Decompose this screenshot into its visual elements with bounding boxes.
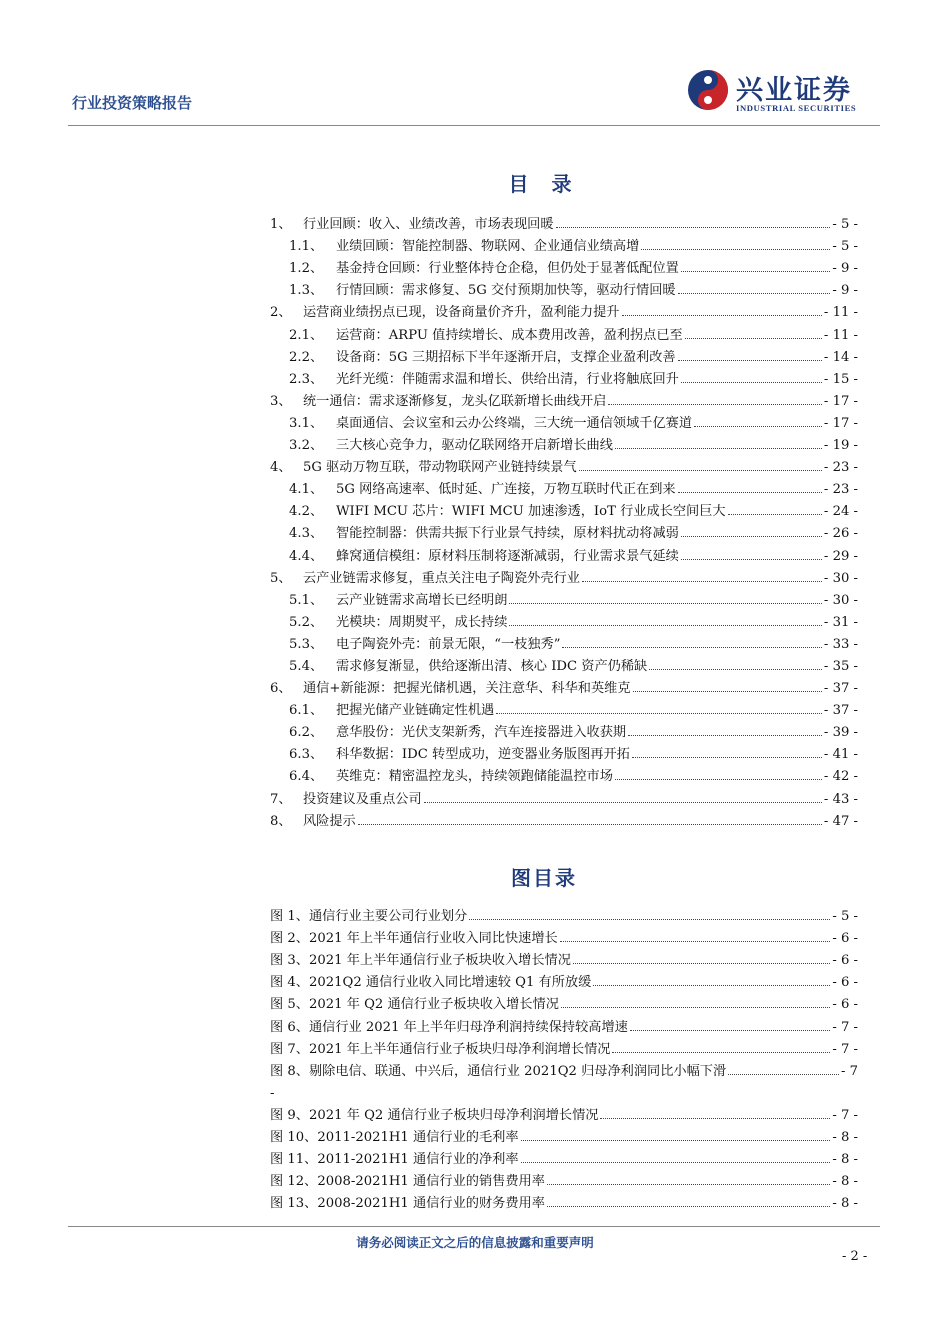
entry-page: - 37 -	[823, 703, 858, 719]
entry-title: 图 6、通信行业 2021 年上半年归母净利润持续保持较高增速	[270, 1019, 628, 1035]
entry-page: - 8 -	[832, 1196, 858, 1212]
dot-leader	[641, 248, 830, 250]
toc-entry[interactable]	[270, 320, 858, 342]
entry-page: - 43 -	[823, 791, 858, 807]
dot-leader	[579, 469, 822, 471]
entry-page: - 11 -	[823, 327, 858, 343]
entry-page: - 6 -	[832, 953, 858, 969]
figure-entry-wrap: -	[270, 1085, 275, 1101]
entry-title: 需求修复渐显，供给逐渐出清、核心 IDC 资产仍稀缺	[336, 658, 648, 674]
entry-title: 光模块：周期熨平，成长持续	[336, 614, 508, 630]
entry-number: 1.3、	[289, 283, 324, 299]
dot-leader	[573, 962, 830, 964]
toc-entry[interactable]	[270, 409, 858, 431]
header-divider	[68, 125, 880, 126]
figure-entry[interactable]	[270, 1145, 858, 1167]
dot-leader	[496, 712, 822, 714]
toc-entry[interactable]	[270, 453, 858, 475]
entry-title: 图 4、2021Q2 通信行业收入同比增速较 Q1 有所放缓	[270, 975, 592, 991]
entry-number: 4.4、	[289, 548, 324, 564]
toc-entry[interactable]	[270, 674, 858, 696]
entry-title: 图 9、2021 年 Q2 通信行业子板块归母净利润增长情况	[270, 1107, 599, 1123]
entry-page: - 7 -	[832, 1041, 858, 1057]
entry-title: 5G 驱动万物互联，带动物联网产业链持续景气	[303, 460, 577, 476]
dot-leader	[633, 690, 822, 692]
dot-leader	[681, 381, 822, 383]
toc-entry[interactable]	[270, 784, 858, 806]
figure-entry[interactable]	[270, 1189, 858, 1211]
entry-number: 2、	[270, 305, 292, 321]
entry-page: - 37 -	[823, 681, 858, 697]
entry-title: 设备商：5G 三期招标下半年逐渐开启，支撑企业盈利改善	[336, 349, 676, 365]
entry-number: 1.2、	[289, 261, 324, 277]
entry-number: 6.1、	[289, 703, 324, 719]
entry-number: 7、	[270, 791, 292, 807]
dot-leader	[358, 823, 822, 825]
dot-leader	[469, 918, 830, 920]
dot-leader	[681, 270, 830, 272]
entry-page: - 6 -	[832, 997, 858, 1013]
entry-title: 图 5、2021 年 Q2 通信行业子板块收入增长情况	[270, 997, 559, 1013]
entry-page: - 24 -	[823, 504, 858, 520]
toc-entry[interactable]	[270, 210, 858, 232]
entry-number: 5、	[270, 570, 292, 586]
entry-number: 2.2、	[289, 349, 324, 365]
entry-number: 5.4、	[289, 658, 324, 674]
dot-leader	[593, 984, 830, 986]
figure-list-title: 图目录	[511, 866, 577, 890]
entry-page: - 47 -	[823, 813, 858, 829]
toc-entry[interactable]	[270, 497, 858, 519]
dot-leader	[612, 1051, 830, 1053]
entry-title: 云产业链需求高增长已经明朗	[336, 592, 508, 608]
entry-number: 5.2、	[289, 614, 324, 630]
entry-title: 图 11、2011-2021H1 通信行业的净利率	[270, 1152, 519, 1168]
dot-leader	[560, 940, 831, 942]
figure-entry[interactable]	[270, 1123, 858, 1145]
entry-page: - 31 -	[823, 614, 858, 630]
toc-entry[interactable]	[270, 807, 858, 829]
toc-title: 目 录	[508, 172, 580, 196]
entry-title: 图 13、2008-2021H1 通信行业的财务费用率	[270, 1196, 545, 1212]
entry-number: 4、	[270, 460, 292, 476]
entry-title: 运营商：ARPU 值持续增长、成本费用改善，盈利拐点已至	[336, 327, 683, 343]
entry-page: - 29 -	[823, 548, 858, 564]
toc-entry[interactable]	[270, 718, 858, 740]
entry-title: 图 7、2021 年上半年通信行业子板块归母净利润增长情况	[270, 1041, 611, 1057]
entry-page: - 35 -	[823, 658, 858, 674]
figure-entry[interactable]	[270, 968, 858, 990]
entry-title: 投资建议及重点公司	[303, 791, 422, 807]
entry-number: 3、	[270, 393, 292, 409]
entry-number: 3.2、	[289, 438, 324, 454]
dot-leader	[521, 1139, 831, 1141]
entry-title: 统一通信：需求逐渐修复，龙头亿联新增长曲线开启	[303, 393, 607, 409]
entry-number: 6、	[270, 681, 292, 697]
dot-leader	[622, 314, 822, 316]
dot-leader	[608, 403, 822, 405]
entry-page: - 26 -	[823, 526, 858, 542]
dot-leader	[685, 337, 822, 339]
entry-title: 风险提示	[303, 813, 356, 829]
dot-leader	[728, 513, 822, 515]
entry-title: 智能控制器：供需共振下行业景气持续，原材料扰动将减弱	[336, 526, 679, 542]
logo-text-cn: 兴业证券	[736, 75, 852, 106]
dot-leader	[678, 491, 822, 493]
dot-leader	[424, 801, 822, 803]
entry-number: 1.1、	[289, 239, 324, 255]
entry-page: - 17 -	[823, 393, 858, 409]
toc-entry[interactable]	[270, 608, 858, 630]
toc-list	[270, 210, 858, 829]
entry-page: - 9 -	[832, 261, 858, 277]
dot-leader	[547, 1183, 830, 1185]
toc-entry[interactable]	[270, 343, 858, 365]
entry-page: - 8 -	[832, 1152, 858, 1168]
entry-title: 图 3、2021 年上半年通信行业子板块收入增长情况	[270, 953, 571, 969]
dot-leader	[600, 1117, 830, 1119]
dot-leader	[562, 646, 821, 648]
disclaimer-note: 请务必阅读正文之后的信息披露和重要声明	[356, 1235, 594, 1250]
entry-page: - 17 -	[823, 415, 858, 431]
toc-entry[interactable]	[270, 431, 858, 453]
entry-page: - 6 -	[832, 975, 858, 991]
entry-title: 电子陶瓷外壳：前景无限，“一枝独秀”	[336, 636, 561, 652]
dot-leader	[649, 668, 822, 670]
entry-page: - 5 -	[832, 217, 858, 233]
report-type-label: 行业投资策略报告	[72, 94, 193, 112]
toc-entry[interactable]	[270, 762, 858, 784]
entry-page: - 39 -	[823, 725, 858, 741]
dot-leader	[521, 1161, 831, 1163]
toc-entry[interactable]	[270, 630, 858, 652]
entry-number: 5.1、	[289, 592, 324, 608]
entry-page: - 42 -	[823, 769, 858, 785]
toc-entry[interactable]	[270, 519, 858, 541]
entry-title: 图 10、2011-2021H1 通信行业的毛利率	[270, 1130, 519, 1146]
dot-leader	[547, 1205, 830, 1207]
toc-entry[interactable]	[270, 586, 858, 608]
dot-leader	[615, 778, 822, 780]
dot-leader	[678, 292, 831, 294]
dot-leader	[632, 756, 822, 758]
entry-title: 云产业链需求修复，重点关注电子陶瓷外壳行业	[303, 570, 580, 586]
toc-entry[interactable]	[270, 652, 858, 674]
dot-leader	[615, 447, 822, 449]
entry-title: 5G 网络高速率、低时延、广连接，万物互联时代正在到来	[336, 482, 676, 498]
entry-page: - 5 -	[832, 909, 858, 925]
entry-page: - 6 -	[832, 931, 858, 947]
entry-title: 通信+新能源：把握光储机遇，关注意华、科华和英维克	[303, 681, 631, 697]
entry-title: 意华股份：光伏支架新秀，汽车连接器进入收获期	[336, 725, 627, 741]
figure-entry[interactable]	[270, 924, 858, 946]
entry-title: 把握光储产业链确定性机遇	[336, 703, 495, 719]
entry-page: - 7 -	[832, 1107, 858, 1123]
entry-page: - 8 -	[832, 1130, 858, 1146]
dot-leader	[678, 359, 822, 361]
toc-entry[interactable]	[270, 232, 858, 254]
toc-entry[interactable]	[270, 475, 858, 497]
entry-title: WIFI MCU 芯片：WIFI MCU 加速渗透，IoT 行业成长空间巨大	[336, 504, 726, 520]
dot-leader	[509, 624, 821, 626]
toc-entry[interactable]	[270, 365, 858, 387]
dot-leader	[561, 1006, 830, 1008]
toc-entry[interactable]	[270, 541, 858, 563]
figure-entry[interactable]	[270, 990, 858, 1012]
entry-title: 光纤光缆：伴随需求温和增长、供给出清，行业将触底回升	[336, 371, 679, 387]
entry-title: 运营商业绩拐点已现，设备商量价齐升，盈利能力提升	[303, 305, 620, 321]
toc-entry[interactable]	[270, 564, 858, 586]
dot-leader	[582, 580, 822, 582]
figure-entry[interactable]	[270, 1101, 858, 1123]
entry-title: 图 12、2008-2021H1 通信行业的销售费用率	[270, 1174, 545, 1190]
entry-title: 图 1、通信行业主要公司行业划分	[270, 909, 468, 925]
entry-title: 业绩回顾：智能控制器、物联网、企业通信业绩高增	[336, 239, 640, 255]
entry-number: 4.3、	[289, 526, 324, 542]
figure-entry[interactable]	[270, 1012, 858, 1034]
dot-leader	[728, 1073, 839, 1075]
toc-entry[interactable]	[270, 387, 858, 409]
footer-divider	[68, 1226, 880, 1227]
entry-title: 蜂窝通信模组：原材料压制将逐渐减弱，行业需求景气延续	[336, 548, 679, 564]
company-logo	[686, 66, 886, 116]
entry-title: 三大核心竞争力，驱动亿联网络开启新增长曲线	[336, 438, 613, 454]
figure-entry[interactable]	[270, 1057, 858, 1079]
entry-title: 科华数据：IDC 转型成功，逆变器业务版图再开拓	[336, 747, 630, 763]
entry-number: 6.2、	[289, 725, 324, 741]
entry-number: 6.3、	[289, 747, 324, 763]
entry-page: - 7 -	[832, 1019, 858, 1035]
dot-leader	[628, 734, 822, 736]
dot-leader	[681, 535, 822, 537]
figure-entry[interactable]	[270, 946, 858, 968]
figure-entry[interactable]	[270, 902, 858, 924]
entry-number: 2.3、	[289, 371, 324, 387]
dot-leader	[681, 558, 822, 560]
entry-page: - 5 -	[832, 239, 858, 255]
entry-page: - 41 -	[823, 747, 858, 763]
entry-page: - 23 -	[823, 482, 858, 498]
figure-list	[270, 902, 858, 1211]
logo-mark-icon	[686, 68, 730, 112]
toc-entry[interactable]	[270, 696, 858, 718]
entry-number: 8、	[270, 813, 292, 829]
entry-page: - 11 -	[823, 305, 858, 321]
entry-page: - 23 -	[823, 460, 858, 476]
entry-title: 英维克：精密温控龙头，持续领跑储能温控市场	[336, 769, 613, 785]
entry-title: 图 8、剔除电信、联通、中兴后，通信行业 2021Q2 归母净利润同比小幅下滑	[270, 1063, 727, 1079]
entry-title: 基金持仓回顾：行业整体持仓企稳，但仍处于显著低配位置	[336, 261, 679, 277]
entry-page: - 14 -	[823, 349, 858, 365]
entry-title: 桌面通信、会议室和云办公终端，三大统一通信领域千亿赛道	[336, 415, 693, 431]
dot-leader	[694, 425, 822, 427]
entry-number: 2.1、	[289, 327, 324, 343]
entry-page: - 30 -	[823, 570, 858, 586]
entry-page: - 8 -	[832, 1174, 858, 1190]
entry-number: 4.1、	[289, 482, 324, 498]
toc-entry[interactable]	[270, 276, 858, 298]
toc-entry[interactable]	[270, 298, 858, 320]
entry-page: - 9 -	[832, 283, 858, 299]
dot-leader	[630, 1029, 830, 1031]
entry-page: - 30 -	[823, 592, 858, 608]
toc-entry[interactable]	[270, 254, 858, 276]
dot-leader	[556, 226, 831, 228]
entry-page: - 33 -	[823, 636, 858, 652]
dot-leader	[509, 602, 821, 604]
entry-number: 6.4、	[289, 769, 324, 785]
entry-page: - 7	[840, 1063, 858, 1079]
entry-number: 4.2、	[289, 504, 324, 520]
entry-title: 行业回顾：收入、业绩改善，市场表现回暖	[303, 217, 554, 233]
entry-number: 3.1、	[289, 415, 324, 431]
page-number: - 2 -	[842, 1249, 868, 1264]
toc-entry[interactable]	[270, 740, 858, 762]
figure-entry[interactable]	[270, 1035, 858, 1057]
entry-title: 图 2、2021 年上半年通信行业收入同比快速增长	[270, 931, 558, 947]
figure-entry[interactable]	[270, 1167, 858, 1189]
entry-page: - 19 -	[823, 438, 858, 454]
entry-number: 1、	[270, 217, 292, 233]
entry-title: 行情回顾：需求修复、5G 交付预期加快等，驱动行情回暖	[336, 283, 676, 299]
entry-page: - 15 -	[823, 371, 858, 387]
logo-text-en: INDUSTRIAL SECURITIES	[736, 103, 857, 113]
entry-number: 5.3、	[289, 636, 324, 652]
